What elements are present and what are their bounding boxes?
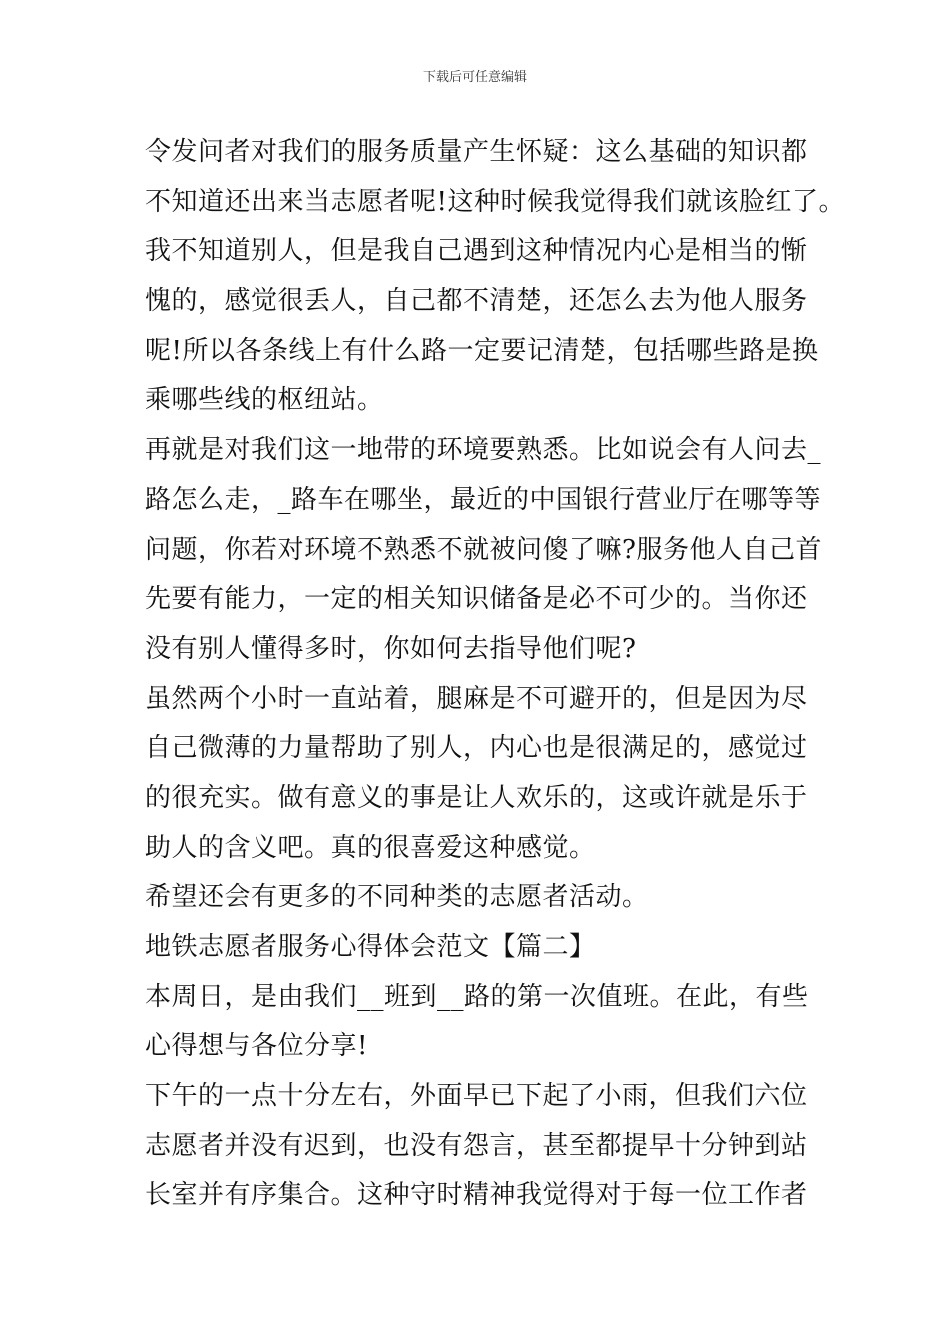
text-line: 希望还会有更多的不同种类的志愿者活动。 (145, 882, 649, 913)
text-line: 志愿者并没有迟到，也没有怨言，甚至都提早十分钟到站 (145, 1130, 808, 1161)
text-line: 本周日，是由我们__班到__路的第一次值班。在此，有些 (145, 981, 809, 1012)
text-line: 先要有能力，一定的相关知识储备是必不可少的。当你还 (145, 584, 808, 615)
text-line: 愧的，感觉很丢人，自己都不清楚，还怎么去为他人服务 (145, 286, 808, 317)
text-line: 虽然两个小时一直站着，腿麻是不可避开的，但是因为尽 (145, 683, 808, 714)
text-line: 的很充实。做有意义的事是让人欢乐的，这或许就是乐于 (145, 782, 808, 813)
text-line: 心得想与各位分享! (145, 1031, 368, 1062)
text-line: 再就是对我们这一地带的环境要熟悉。比如说会有人问去_ (145, 435, 822, 466)
text-line: 下午的一点十分左右，外面早已下起了小雨，但我们六位 (145, 1081, 808, 1112)
text-line: 问题，你若对环境不熟悉不就被问傻了嘛?服务他人自己首 (145, 534, 822, 565)
text-line: 助人的含义吧。真的很喜爱这种感觉。 (145, 832, 596, 863)
text-line: 没有别人懂得多时，你如何去指导他们呢? (145, 633, 637, 664)
body-text (145, 128, 845, 1221)
text-line: 长室并有序集合。这种守时精神我觉得对于每一位工作者 (145, 1180, 808, 1211)
text-line: 路怎么走，_路车在哪坐，最近的中国银行营业厅在哪等等 (145, 484, 822, 515)
text-line: 令发问者对我们的服务质量产生怀疑：这么基础的知识都 (145, 137, 808, 167)
text-line: 自己微薄的力量帮助了别人，内心也是很满足的，感觉过 (145, 733, 808, 764)
page-header: 下载后可任意编辑 (422, 70, 527, 85)
text-line: 不知道还出来当志愿者呢!这种时候我觉得我们就该脸红了。 (145, 186, 845, 217)
section-heading: 地铁志愿者服务心得体会范文【篇二】 (145, 932, 596, 962)
text-line: 乘哪些线的枢纽站。 (145, 385, 384, 416)
text-line: 呢!所以各条线上有什么路一定要记清楚，包括哪些路是换 (145, 335, 819, 366)
text-line: 我不知道别人，但是我自己遇到这种情况内心是相当的惭 (145, 236, 808, 267)
